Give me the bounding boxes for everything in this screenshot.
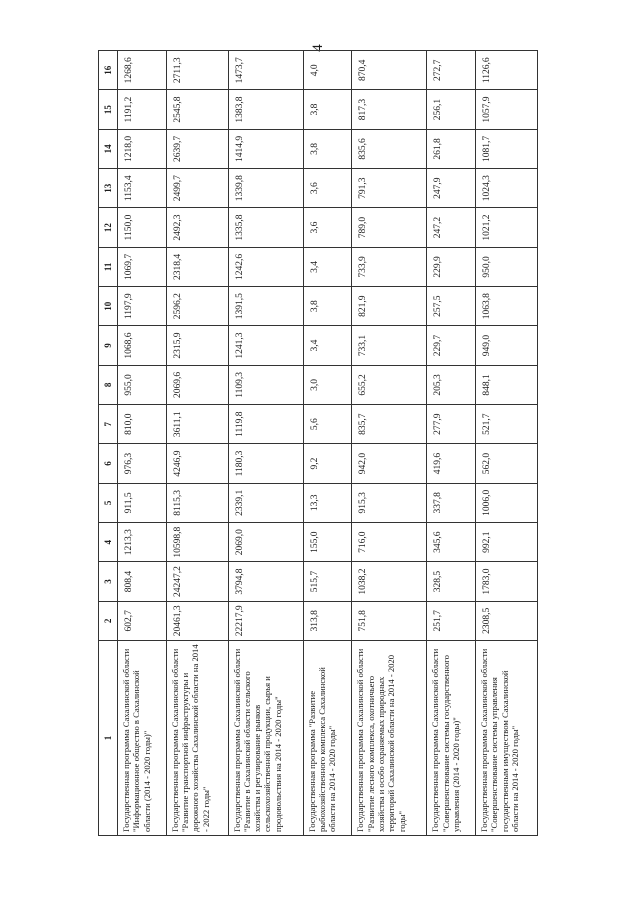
- value-cell: 602,7: [118, 601, 167, 640]
- program-name-cell: Государственная программа Сахалинской области "Развитие в Сахалинской области сельского хозяйства и регулирование рынков сельскохозяйственной продукции, сырья и продовольствия на 2014 - 2020 годы": [228, 641, 303, 836]
- table-row: [303, 51, 352, 836]
- value-cell: 992,1: [476, 523, 538, 562]
- value-cell: 2069,6: [166, 365, 228, 404]
- budget-table: [98, 50, 538, 836]
- value-cell: 1038,2: [352, 562, 427, 601]
- value-cell: 562,0: [476, 444, 538, 483]
- value-cell: 9,2: [303, 444, 352, 483]
- value-cell: 1126,6: [476, 51, 538, 90]
- program-name-cell: Государственная программа Сахалинской области "Информационное общество в Сахалинской области (2014 - 2020 годы)": [118, 641, 167, 836]
- program-name-cell: Государственная программа Сахалинской области "Развитие транспортной инфраструктуры и дорожного хозяйства Сахалинской области на 2014 - 2022 годы": [166, 641, 228, 836]
- value-cell: 942,0: [352, 444, 427, 483]
- value-cell: 256,1: [427, 90, 476, 129]
- value-cell: 1021,2: [476, 208, 538, 247]
- value-cell: 3,0: [303, 365, 352, 404]
- column-header: 8: [99, 365, 118, 404]
- value-cell: 1057,9: [476, 90, 538, 129]
- value-cell: 835,6: [352, 129, 427, 168]
- program-name-cell: Государственная программа Сахалинской области "Развитие лесного комплекса, охотничьего хозяйства и особо охраняемых природных территорий Сахалинской области на 2014 - 2020 годы": [352, 641, 427, 836]
- value-cell: 2339,1: [228, 483, 303, 522]
- value-cell: 821,9: [352, 287, 427, 326]
- value-cell: 1783,0: [476, 562, 538, 601]
- value-cell: 1024,3: [476, 169, 538, 208]
- value-cell: 2315,9: [166, 326, 228, 365]
- table-row: [166, 51, 228, 836]
- column-header: 12: [99, 208, 118, 247]
- value-cell: 229,7: [427, 326, 476, 365]
- column-header: 6: [99, 444, 118, 483]
- value-cell: 1081,7: [476, 129, 538, 168]
- value-cell: 2639,7: [166, 129, 228, 168]
- value-cell: 1242,6: [228, 247, 303, 286]
- value-cell: 3,8: [303, 287, 352, 326]
- value-cell: 3,8: [303, 90, 352, 129]
- value-cell: 817,3: [352, 90, 427, 129]
- value-cell: 733,1: [352, 326, 427, 365]
- value-cell: 848,1: [476, 365, 538, 404]
- value-cell: 1335,8: [228, 208, 303, 247]
- value-cell: 3,4: [303, 247, 352, 286]
- value-cell: 1006,0: [476, 483, 538, 522]
- column-header: 2: [99, 601, 118, 640]
- value-cell: 1068,6: [118, 326, 167, 365]
- value-cell: 911,5: [118, 483, 167, 522]
- value-cell: 3,6: [303, 169, 352, 208]
- value-cell: 1153,4: [118, 169, 167, 208]
- value-cell: 337,8: [427, 483, 476, 522]
- table-header-row: [99, 51, 118, 836]
- value-cell: 3794,8: [228, 562, 303, 601]
- value-cell: 3611,1: [166, 405, 228, 444]
- value-cell: 328,5: [427, 562, 476, 601]
- value-cell: 1383,8: [228, 90, 303, 129]
- value-cell: 10598,8: [166, 523, 228, 562]
- column-header: 15: [99, 90, 118, 129]
- table-row: [476, 51, 538, 836]
- program-name-cell: Государственная программа Сахалинской области "Совершенствование системы государственного управления (2014 - 2020 годы)": [427, 641, 476, 836]
- value-cell: 247,9: [427, 169, 476, 208]
- value-cell: 751,8: [352, 601, 427, 640]
- value-cell: 733,9: [352, 247, 427, 286]
- value-cell: 2596,2: [166, 287, 228, 326]
- value-cell: 791,3: [352, 169, 427, 208]
- value-cell: 247,2: [427, 208, 476, 247]
- value-cell: 1241,3: [228, 326, 303, 365]
- value-cell: 3,8: [303, 129, 352, 168]
- value-cell: 1213,3: [118, 523, 167, 562]
- value-cell: 20461,3: [166, 601, 228, 640]
- value-cell: 155,0: [303, 523, 352, 562]
- value-cell: 1414,9: [228, 129, 303, 168]
- value-cell: 955,0: [118, 365, 167, 404]
- column-header: 13: [99, 169, 118, 208]
- value-cell: 261,8: [427, 129, 476, 168]
- value-cell: 313,8: [303, 601, 352, 640]
- table-row: [352, 51, 427, 836]
- program-name-cell: Государственная программа "Развитие рыбохозяйственного комплекса Сахалинской области на 2014 - 2020 годы": [303, 641, 352, 836]
- value-cell: 277,9: [427, 405, 476, 444]
- value-cell: 2545,8: [166, 90, 228, 129]
- column-header: 7: [99, 405, 118, 444]
- table-row: [228, 51, 303, 836]
- value-cell: 1473,7: [228, 51, 303, 90]
- value-cell: 257,5: [427, 287, 476, 326]
- value-cell: 1109,3: [228, 365, 303, 404]
- value-cell: 5,6: [303, 405, 352, 444]
- value-cell: 1119,8: [228, 405, 303, 444]
- value-cell: 835,7: [352, 405, 427, 444]
- value-cell: 1180,3: [228, 444, 303, 483]
- column-header: 11: [99, 247, 118, 286]
- value-cell: 515,7: [303, 562, 352, 601]
- table-row: [427, 51, 476, 836]
- value-cell: 229,9: [427, 247, 476, 286]
- value-cell: 870,4: [352, 51, 427, 90]
- value-cell: 808,4: [118, 562, 167, 601]
- column-header: 4: [99, 523, 118, 562]
- value-cell: 2711,3: [166, 51, 228, 90]
- value-cell: 810,0: [118, 405, 167, 444]
- value-cell: 949,0: [476, 326, 538, 365]
- value-cell: 22217,9: [228, 601, 303, 640]
- value-cell: 915,3: [352, 483, 427, 522]
- value-cell: 1391,5: [228, 287, 303, 326]
- value-cell: 345,6: [427, 523, 476, 562]
- value-cell: 2308,5: [476, 601, 538, 640]
- value-cell: 4,0: [303, 51, 352, 90]
- value-cell: 1197,9: [118, 287, 167, 326]
- value-cell: 1218,0: [118, 129, 167, 168]
- value-cell: 272,7: [427, 51, 476, 90]
- value-cell: 976,3: [118, 444, 167, 483]
- value-cell: 205,3: [427, 365, 476, 404]
- value-cell: 1069,7: [118, 247, 167, 286]
- value-cell: 2499,7: [166, 169, 228, 208]
- value-cell: 1063,8: [476, 287, 538, 326]
- table-row: [118, 51, 167, 836]
- table-body: [118, 51, 538, 836]
- value-cell: 1191,2: [118, 90, 167, 129]
- program-name-cell: Государственная программа Сахалинской области "Совершенствование системы управления государственным имуществом Сахалинской области на 2014 - 2020 годы": [476, 641, 538, 836]
- value-cell: 950,0: [476, 247, 538, 286]
- value-cell: 521,7: [476, 405, 538, 444]
- value-cell: 13,3: [303, 483, 352, 522]
- page-number: 4: [310, 44, 326, 52]
- column-header: 16: [99, 51, 118, 90]
- value-cell: 789,0: [352, 208, 427, 247]
- value-cell: 716,0: [352, 523, 427, 562]
- value-cell: 3,6: [303, 208, 352, 247]
- value-cell: 655,2: [352, 365, 427, 404]
- value-cell: 2492,3: [166, 208, 228, 247]
- value-cell: 4246,9: [166, 444, 228, 483]
- value-cell: 1339,8: [228, 169, 303, 208]
- column-header: 9: [99, 326, 118, 365]
- column-header: 5: [99, 483, 118, 522]
- column-header: 1: [99, 641, 118, 836]
- value-cell: 24247,2: [166, 562, 228, 601]
- value-cell: 251,7: [427, 601, 476, 640]
- value-cell: 1268,6: [118, 51, 167, 90]
- value-cell: 2318,4: [166, 247, 228, 286]
- column-header: 10: [99, 287, 118, 326]
- value-cell: 419,6: [427, 444, 476, 483]
- value-cell: 2069,0: [228, 523, 303, 562]
- column-header: 14: [99, 129, 118, 168]
- value-cell: 3,4: [303, 326, 352, 365]
- table-container: [98, 51, 538, 836]
- value-cell: 1150,0: [118, 208, 167, 247]
- value-cell: 8115,3: [166, 483, 228, 522]
- column-header: 3: [99, 562, 118, 601]
